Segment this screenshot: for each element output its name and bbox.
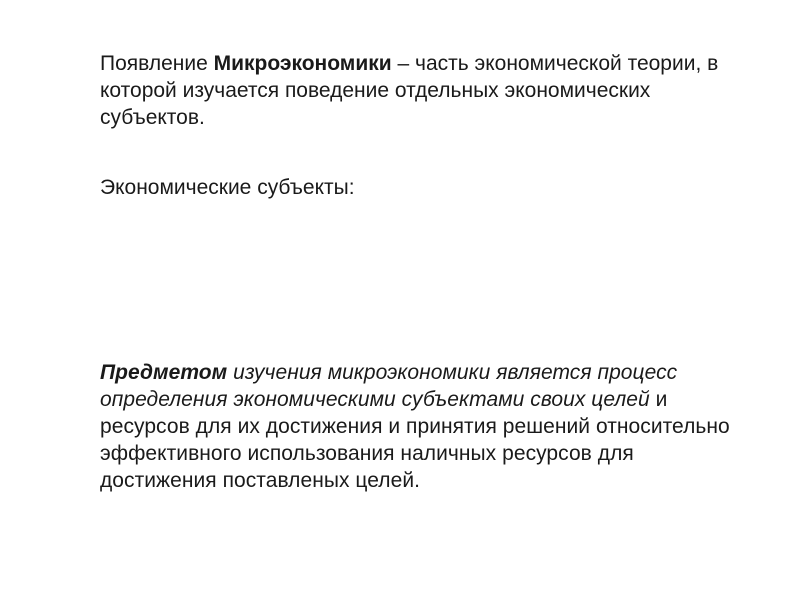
subjects-heading: Экономические субъекты: (100, 176, 355, 199)
intro-lead: Появление (100, 52, 214, 75)
subject-italic-part: изучения микроэкономики является процесс определения экономическими субъектами своих целей (100, 361, 678, 411)
subject-paragraph (100, 359, 740, 494)
subject-rest: и ресурсов для их достижения и принятия решений относительно эффективного использования наличных ресурсов для достижения поставленых целей. (100, 388, 730, 492)
intro-term: Микроэкономики (213, 52, 392, 75)
intro-rest: – часть экономической теории, в которой изучается поведение отдельных экономических субъектов. (100, 52, 719, 129)
intro-paragraph (100, 50, 740, 131)
subject-term: Предметом (100, 361, 228, 384)
